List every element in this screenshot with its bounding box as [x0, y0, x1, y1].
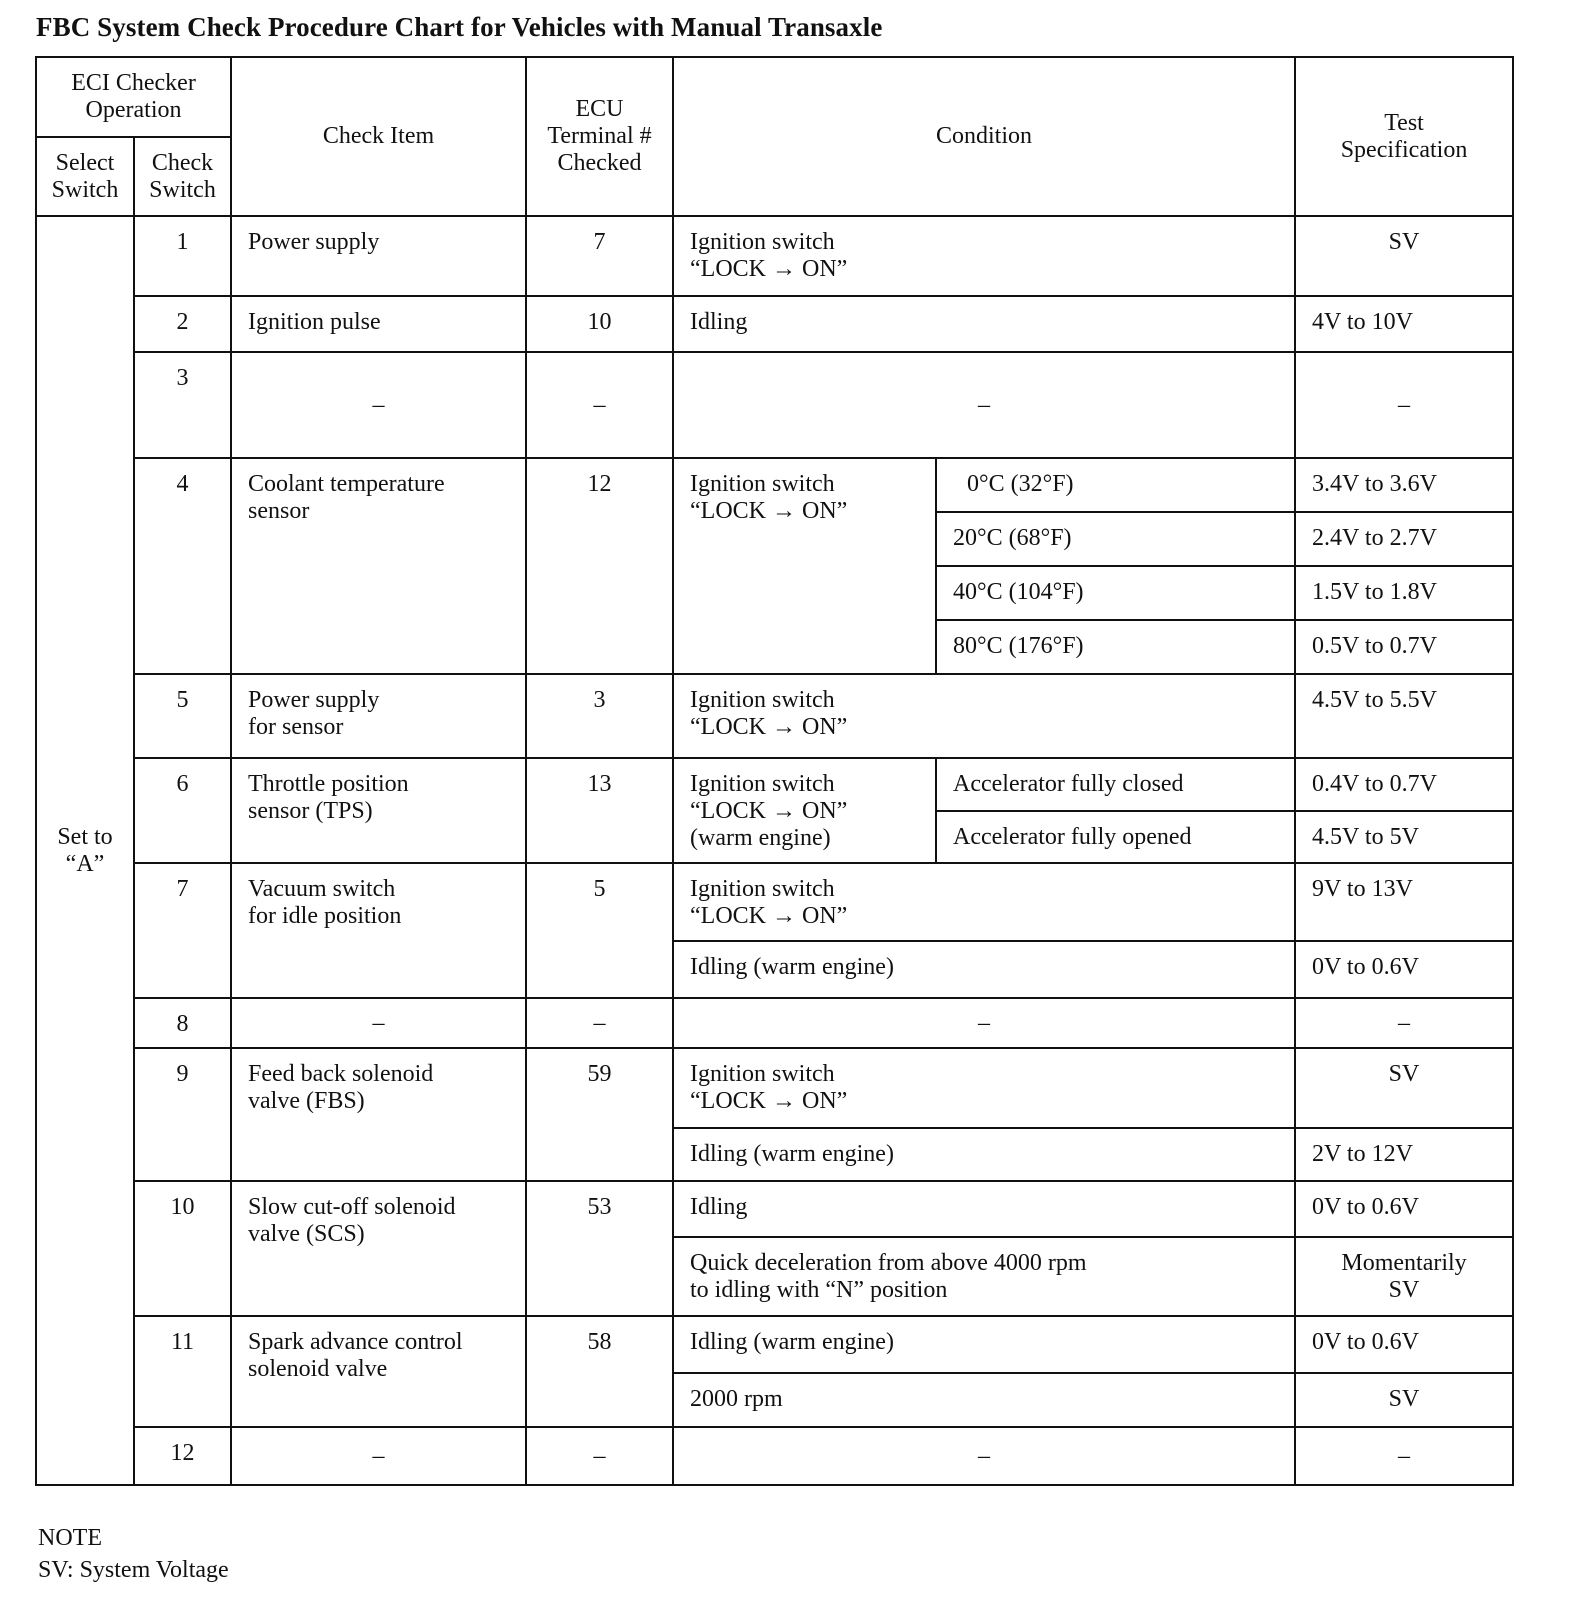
ecu-terminal: –	[526, 352, 673, 458]
check-item: Spark advance control solenoid valve	[231, 1316, 526, 1427]
header-ecu-terminal: ECU Terminal # Checked	[526, 57, 673, 216]
check-item: Power supply for sensor	[231, 674, 526, 758]
header-select-switch: Select Switch	[36, 137, 134, 216]
test-specification: 0.4V to 0.7V	[1295, 758, 1513, 811]
test-specification: 0V to 0.6V	[1295, 1181, 1513, 1237]
test-specification: 3.4V to 3.6V	[1295, 458, 1513, 512]
header-eci-checker-operation: ECI Checker Operation	[36, 57, 231, 137]
condition: 2000 rpm	[673, 1373, 1295, 1427]
check-item: Throttle position sensor (TPS)	[231, 758, 526, 863]
check-switch-number: 6	[134, 758, 231, 863]
table-row	[36, 216, 1513, 296]
check-switch-number: 1	[134, 216, 231, 296]
check-item: –	[231, 352, 526, 458]
note-label: NOTE	[38, 1525, 102, 1551]
test-specification: 2V to 12V	[1295, 1128, 1513, 1181]
header-row	[36, 57, 1513, 137]
ecu-terminal: 3	[526, 674, 673, 758]
table-row	[36, 1181, 1513, 1237]
procedure-chart-table	[35, 56, 1514, 1486]
note-block	[38, 1522, 229, 1586]
test-specification: –	[1295, 998, 1513, 1048]
condition: Ignition switch “LOCK → ON”	[673, 674, 1295, 758]
check-switch-number: 5	[134, 674, 231, 758]
test-specification: 0V to 0.6V	[1295, 941, 1513, 998]
table-row	[36, 758, 1513, 811]
table-row	[36, 296, 1513, 352]
check-switch-number: 9	[134, 1048, 231, 1181]
sub-condition: 20°C (68°F)	[936, 512, 1295, 566]
check-item: –	[231, 1427, 526, 1485]
condition: –	[673, 1427, 1295, 1485]
test-specification: SV	[1295, 1373, 1513, 1427]
ecu-terminal: 53	[526, 1181, 673, 1316]
condition: Ignition switch “LOCK → ON”	[673, 216, 1295, 296]
condition: Ignition switch “LOCK → ON”	[673, 1048, 1295, 1128]
ecu-terminal: –	[526, 1427, 673, 1485]
test-specification: 2.4V to 2.7V	[1295, 512, 1513, 566]
header-check-switch: Check Switch	[134, 137, 231, 216]
check-switch-number: 2	[134, 296, 231, 352]
test-specification: 4.5V to 5.5V	[1295, 674, 1513, 758]
condition: Ignition switch “LOCK → ON”	[673, 863, 1295, 941]
condition: Quick deceleration from above 4000 rpm to idling with “N” position	[673, 1237, 1295, 1316]
sub-condition: 80°C (176°F)	[936, 620, 1295, 674]
condition: Idling	[673, 296, 1295, 352]
select-switch-value: Set to “A”	[36, 216, 134, 1485]
test-specification: 4V to 10V	[1295, 296, 1513, 352]
table-row	[36, 1316, 1513, 1373]
check-switch-number: 7	[134, 863, 231, 998]
table-row	[36, 1427, 1513, 1485]
sub-condition: 0°C (32°F)	[936, 458, 1295, 512]
check-switch-number: 4	[134, 458, 231, 674]
check-switch-number: 3	[134, 352, 231, 458]
check-switch-number: 8	[134, 998, 231, 1048]
test-specification: –	[1295, 1427, 1513, 1485]
condition: Idling (warm engine)	[673, 1128, 1295, 1181]
table-row	[36, 1048, 1513, 1128]
test-specification: –	[1295, 352, 1513, 458]
condition: –	[673, 998, 1295, 1048]
header-condition: Condition	[673, 57, 1295, 216]
sub-condition: Accelerator fully opened	[936, 811, 1295, 863]
table-row	[36, 674, 1513, 758]
check-item: Slow cut-off solenoid valve (SCS)	[231, 1181, 526, 1316]
table-row	[36, 458, 1513, 512]
header-test-specification: Test Specification	[1295, 57, 1513, 216]
check-item: Coolant temperature sensor	[231, 458, 526, 674]
note-text: SV: System Voltage	[38, 1557, 229, 1583]
test-specification: Momentarily SV	[1295, 1237, 1513, 1316]
ecu-terminal: 59	[526, 1048, 673, 1181]
ecu-terminal: 10	[526, 296, 673, 352]
condition: Ignition switch “LOCK → ON”	[673, 458, 936, 674]
condition: –	[673, 352, 1295, 458]
header-check-item: Check Item	[231, 57, 526, 216]
ecu-terminal: 5	[526, 863, 673, 998]
check-item: Ignition pulse	[231, 296, 526, 352]
ecu-terminal: 58	[526, 1316, 673, 1427]
table-row	[36, 352, 1513, 458]
check-switch-number: 12	[134, 1427, 231, 1485]
ecu-terminal: 13	[526, 758, 673, 863]
condition: Idling (warm engine)	[673, 941, 1295, 998]
condition: Idling	[673, 1181, 1295, 1237]
test-specification: 4.5V to 5V	[1295, 811, 1513, 863]
check-item: Vacuum switch for idle position	[231, 863, 526, 998]
test-specification: SV	[1295, 216, 1513, 296]
table-row	[36, 863, 1513, 941]
ecu-terminal: –	[526, 998, 673, 1048]
condition: Ignition switch “LOCK → ON” (warm engine)	[673, 758, 936, 863]
test-specification: 1.5V to 1.8V	[1295, 566, 1513, 620]
check-switch-number: 11	[134, 1316, 231, 1427]
test-specification: 0.5V to 0.7V	[1295, 620, 1513, 674]
check-item: Power supply	[231, 216, 526, 296]
test-specification: SV	[1295, 1048, 1513, 1128]
check-item: –	[231, 998, 526, 1048]
page-title: FBC System Check Procedure Chart for Vehicles with Manual Transaxle	[36, 12, 883, 42]
sub-condition: Accelerator fully closed	[936, 758, 1295, 811]
table-row	[36, 998, 1513, 1048]
check-switch-number: 10	[134, 1181, 231, 1316]
condition: Idling (warm engine)	[673, 1316, 1295, 1373]
check-item: Feed back solenoid valve (FBS)	[231, 1048, 526, 1181]
ecu-terminal: 12	[526, 458, 673, 674]
test-specification: 9V to 13V	[1295, 863, 1513, 941]
ecu-terminal: 7	[526, 216, 673, 296]
sub-condition: 40°C (104°F)	[936, 566, 1295, 620]
test-specification: 0V to 0.6V	[1295, 1316, 1513, 1373]
